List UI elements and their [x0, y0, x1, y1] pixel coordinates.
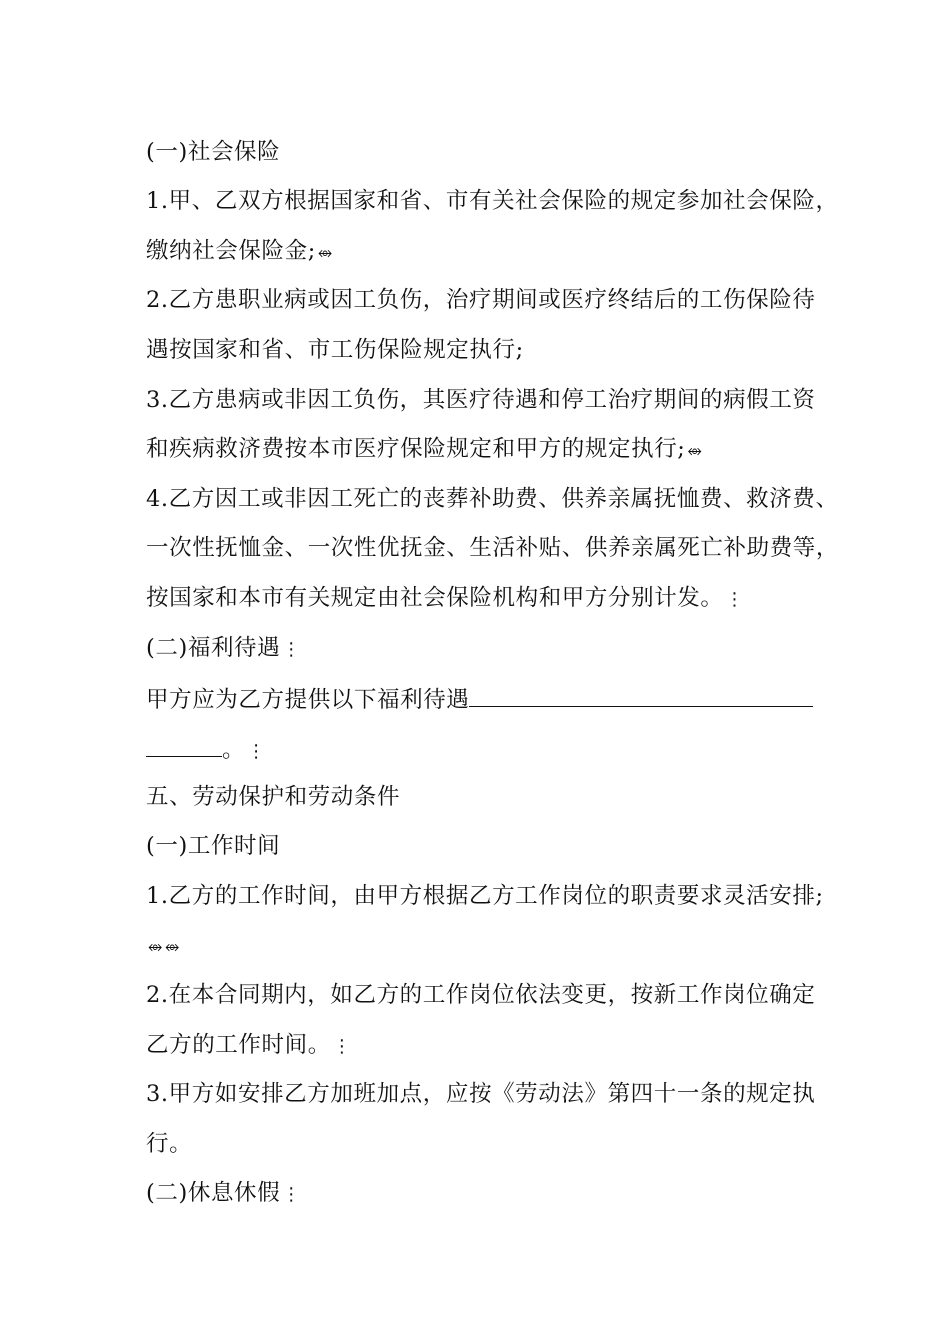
paragraph-line: 和疾病救济费按本市医疗保险规定和甲方的规定执行; ⥈ [146, 434, 702, 466]
paragraph-line: 2.在本合同期内，如乙方的工作岗位依法变更，按新工作岗位确定 [146, 982, 816, 1008]
paragraph-line: 4.乙方因工或非因工死亡的丧葬补助费、供养亲属抚恤费、救济费、 [146, 486, 839, 512]
paragraph-line: 1.乙方的工作时间，由甲方根据乙方工作岗位的职责要求灵活安排; [146, 883, 824, 909]
paragraph-line: 乙方的工作时间。 ⋮ [146, 1030, 351, 1062]
paragraph-line: 按国家和本市有关规定由社会保险机构和甲方分别计发。 ⋮ [146, 583, 744, 615]
paragraph-line: 缴纳社会保险金; ⥈ [146, 236, 333, 268]
heading-welfare: (二)福利待遇 ⋮ [146, 633, 301, 665]
ellipsis-mark-icon: ⋮ [282, 1184, 301, 1205]
paragraph-line: 3.乙方患病或非因工负伤，其医疗待遇和停工治疗期间的病假工资 [146, 387, 816, 413]
paragraph-line: 2.乙方患职业病或因工负伤，治疗期间或医疗终结后的工伤保险待 [146, 287, 816, 313]
paragraph-line: 行。 [146, 1131, 193, 1157]
fill-in-blank [146, 732, 222, 757]
paragraph-line [146, 930, 180, 962]
paragraph-line: 甲方应为乙方提供以下福利待遇 [146, 682, 813, 715]
paragraph-mark-icon: ⥈ [687, 440, 703, 461]
heading-working-hours: (一)工作时间 [146, 833, 281, 859]
paragraph-line: 。 ⋮ [146, 732, 266, 767]
paragraph-line: 3.甲方如安排乙方加班加点，应按《劳动法》第四十一条的规定执 [146, 1081, 816, 1107]
paragraph-line: 一次性抚恤金、一次性优抚金、生活补贴、供养亲属死亡补助费等， [146, 535, 840, 561]
paragraph-mark-icon: ⥈ [165, 936, 180, 957]
paragraph-mark-icon: ⥈ [148, 936, 163, 957]
ellipsis-mark-icon: ⋮ [725, 589, 745, 610]
paragraph-line: 1.甲、乙双方根据国家和省、市有关社会保险的规定参加社会保险， [146, 188, 839, 214]
paragraph-mark-icon: ⥈ [317, 242, 333, 263]
heading-labor-protection: 五、劳动保护和劳动条件 [146, 784, 401, 810]
heading-social-insurance: (一)社会保险 [146, 139, 281, 165]
heading-rest-leave: (二)休息休假 ⋮ [146, 1178, 301, 1210]
paragraph-line: 遇按国家和省、市工伤保险规定执行; [146, 337, 524, 363]
ellipsis-mark-icon: ⋮ [247, 741, 266, 762]
ellipsis-mark-icon: ⋮ [282, 639, 301, 660]
ellipsis-mark-icon: ⋮ [332, 1036, 352, 1057]
fill-in-blank [469, 682, 813, 707]
